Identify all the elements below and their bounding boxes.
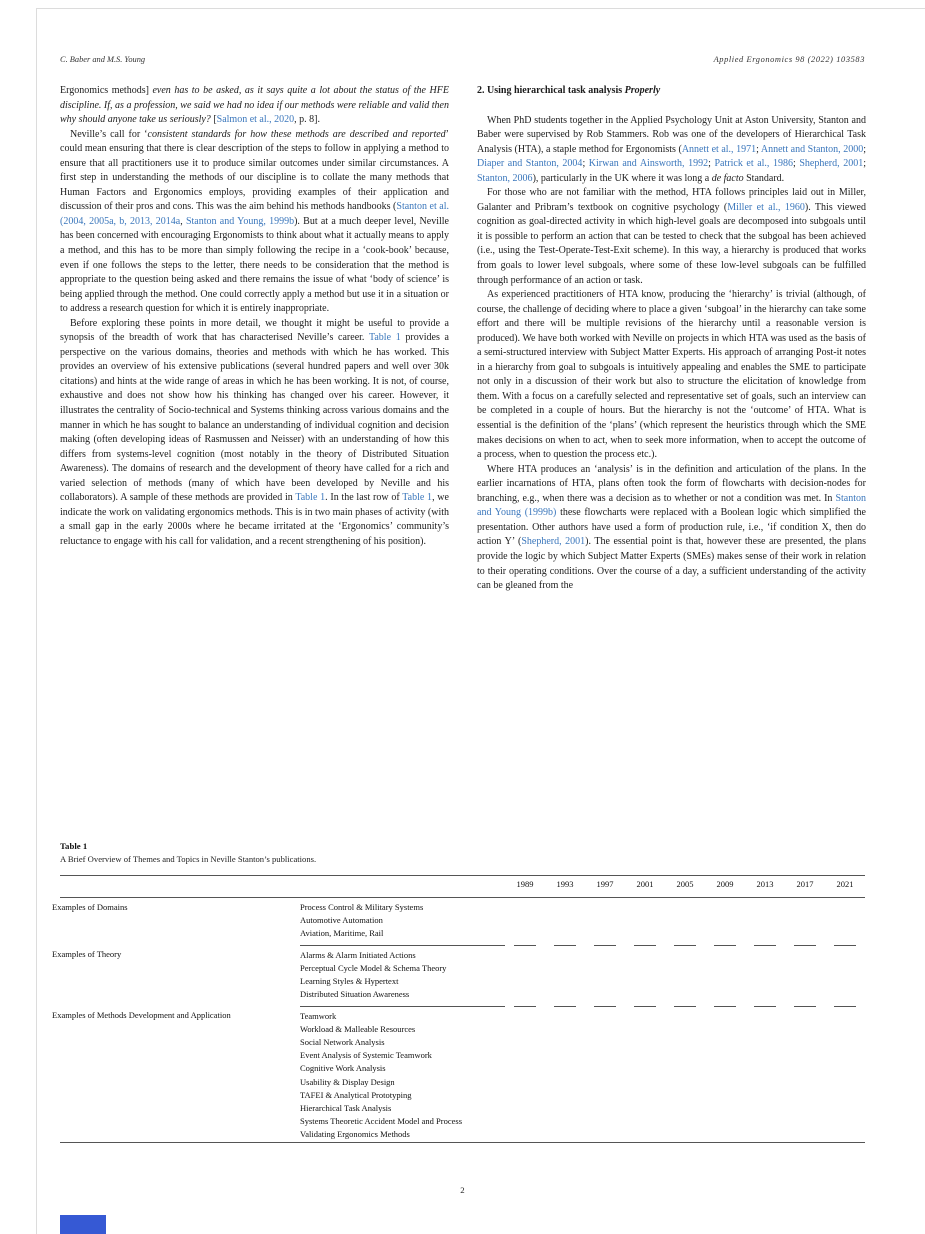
year-cell bbox=[705, 945, 745, 962]
text-segment: As experienced practitioners of HTA know, producing the ‘hierarchy’ is trivial (although, of course, the challenge of deciding where to place a given ‘subgoal’ in the hierarchy can take some effort and there will be multiple revisions of the hierarchy until a reasonable version is produced). We have both worked with Neville on projects in which HTA was used as the basis of a semi-structured interview with Subject Matter Experts. His approach of arranging Post-it notes in a hierarchy from goal to subgoals is intuitively appealing and enables the SME to participate not only in a discussion of their work but also to structure the elicitation of knowledge from them. With a focus on a carefully selected and representative set of goals, such an interview can be completed in a couple of hours. But the hierarchy is not the ‘outcome’ of HTA. What is essential is the definition of the ‘plans’ (which represent the heuristics through which the SME makes decisions on when to act, when to seek more information, when to accept the outcome of a process, when to question the process etc.). bbox=[477, 289, 866, 461]
year-cell bbox=[585, 1089, 625, 1102]
year-cell bbox=[545, 927, 585, 945]
year-cell bbox=[625, 1063, 665, 1076]
citation-link[interactable]: Annett et al., 1971 bbox=[681, 143, 757, 155]
text-segment: ). The essential point is that, however these are presented, the plans provide the logic by which Subject Matter Experts (SMEs) makes sense of their work in relation to their operating conditions. Over the course of a day, a sufficient understanding of the activity can be gleaned from the bbox=[477, 536, 866, 592]
sub-item: Automotive Automation bbox=[300, 914, 383, 925]
sub-item: Workload & Malleable Resources bbox=[300, 1023, 416, 1034]
citation-link[interactable]: Salmon et al., 2020 bbox=[216, 114, 295, 126]
year-cell bbox=[505, 1115, 545, 1128]
sub-item: Cognitive Work Analysis bbox=[300, 1063, 386, 1074]
year-cell bbox=[625, 962, 665, 975]
year-cell bbox=[505, 1089, 545, 1102]
year-cell bbox=[625, 914, 665, 927]
year-cell bbox=[705, 962, 745, 975]
right-column-body bbox=[477, 114, 866, 594]
year-cell bbox=[625, 1049, 665, 1062]
year-cell bbox=[785, 962, 825, 975]
year-cell bbox=[625, 1089, 665, 1102]
year-header: 2017 bbox=[785, 876, 825, 898]
year-cell bbox=[545, 1063, 585, 1076]
sub-item: Teamwork bbox=[300, 1010, 337, 1021]
citation-link[interactable]: Patrick et al., 1986 bbox=[714, 158, 793, 170]
year-cell bbox=[625, 1023, 665, 1036]
year-cell bbox=[705, 1076, 745, 1089]
text-segment: ’ could mean ensuring that there is clear description of the steps to follow in applying a method to ensure that all practitioners use it to produce similar outcomes under similar circumstances. A first step in understanding the methods of our discipline is to collate the many methods that Human Factors and Ergonomics employs, providing examples of their application and discussion of their pros and cons. This was the aim behind his methods handbooks ( bbox=[60, 128, 449, 213]
year-cell bbox=[745, 914, 785, 927]
paragraph bbox=[477, 186, 866, 288]
year-cell bbox=[825, 1036, 865, 1049]
citation-link[interactable]: Shepherd, 2001 bbox=[521, 536, 586, 548]
year-cell bbox=[585, 945, 625, 962]
text-segment: provides a perspective on the various domains, theories and methods with which he has worked. This provides an overview of his extensive publications (several hundred papers and well over 30k citations) and hints at the wide range of areas in which he has been working. It is not, of course, exhaustive and does not show how his thinking has changed over his career. However, it illustrates the centrality of Socio-technical and Systems thinking across various domains and the manner in which he has sought to balance an understanding of individual cognition and decision making (often developing ideas of Rasmussen and Neisser) with an understanding of how this differs from systems-level cognition (most notably in the theory of Distributed Situation Awareness). The domains of research and the development of theory have called for a rich and varied selection of methods (many of which have been developed by Neville and his collaborators). A sample of these methods are provided in bbox=[60, 332, 449, 504]
year-cell bbox=[745, 1089, 785, 1102]
text-segment: ). But at a much deeper level, Neville has been concerned with encouraging Ergonomists to think about what it actually means to apply a method, and this has to be more than simply following the recipe in a ‘cook-book’ because, even if one follows the steps to the letter, there needs to be consideration that the method is appropriate to the question being asked and there remains the issue of what ‘body of science’ is being applied through the method. One could correctly apply a method but use it in a situation or to address a research question for which it is entirely inappropriate. bbox=[60, 215, 449, 315]
year-cell bbox=[745, 962, 785, 975]
paragraph bbox=[60, 84, 449, 128]
year-cell bbox=[505, 1049, 545, 1062]
year-cell bbox=[705, 1063, 745, 1076]
year-cell bbox=[825, 897, 865, 914]
right-column bbox=[477, 84, 866, 594]
citation-link[interactable]: Stanton, 2006 bbox=[477, 172, 533, 184]
year-cell bbox=[705, 1049, 745, 1062]
year-cell bbox=[705, 1115, 745, 1128]
table-body bbox=[52, 897, 865, 1142]
year-cell bbox=[665, 1023, 705, 1036]
year-cell bbox=[505, 1063, 545, 1076]
year-cell bbox=[665, 962, 705, 975]
year-cell bbox=[785, 988, 825, 1006]
year-cell bbox=[505, 1076, 545, 1089]
year-cell bbox=[505, 927, 545, 945]
sub-item: Process Control & Military Systems bbox=[300, 901, 424, 912]
year-cell bbox=[585, 1115, 625, 1128]
year-cell bbox=[785, 1115, 825, 1128]
text-segment: de facto bbox=[711, 172, 744, 184]
year-cell bbox=[665, 914, 705, 927]
year-cell bbox=[825, 927, 865, 945]
citation-link[interactable]: Stanton et al. (2004, 2005a, b, 2013, 2014a bbox=[60, 201, 449, 227]
year-cell bbox=[825, 1102, 865, 1115]
year-cell bbox=[625, 1115, 665, 1128]
year-cell bbox=[625, 945, 665, 962]
left-column bbox=[60, 84, 449, 550]
year-cell bbox=[585, 1129, 625, 1143]
year-cell bbox=[745, 1006, 785, 1023]
text-segment: ), particularly in the UK where it was long a bbox=[532, 172, 712, 184]
year-cell bbox=[585, 1102, 625, 1115]
text-segment: Neville’s call for ‘ bbox=[70, 128, 148, 140]
year-cell bbox=[785, 1049, 825, 1062]
table-1-block bbox=[52, 841, 865, 1143]
year-cell bbox=[745, 1115, 785, 1128]
year-cell bbox=[825, 914, 865, 927]
text-segment: ; bbox=[863, 158, 866, 170]
year-cell bbox=[745, 927, 785, 945]
paragraph bbox=[477, 114, 866, 187]
year-cell bbox=[825, 1049, 865, 1062]
year-header: 1997 bbox=[585, 876, 625, 898]
text-segment: ). This viewed cognition as goal-directed activity in which high-level goals are decomposed into subgoals until it is possible to perform an action that can be tested to check that the subgoal has been achieved (i.e., using the Test-Operate-Test-Exit scheme). In this way, a hierarchy is produced that works from goals to lower level subgoals, where some of these low-level subgoals can be fulfilled through performance of an action or task. bbox=[477, 201, 866, 286]
text-segment: ; bbox=[793, 158, 800, 170]
year-cell bbox=[545, 1102, 585, 1115]
year-cell bbox=[785, 1036, 825, 1049]
year-cell bbox=[745, 945, 785, 962]
citation-link[interactable]: Diaper and Stanton, 2004 bbox=[477, 158, 583, 170]
year-cell bbox=[745, 988, 785, 1006]
year-cell bbox=[825, 945, 865, 962]
year-cell bbox=[585, 897, 625, 914]
year-cell bbox=[665, 988, 705, 1006]
year-cell bbox=[585, 988, 625, 1006]
text-segment: ; bbox=[863, 143, 867, 155]
year-cell bbox=[825, 1006, 865, 1023]
year-cell bbox=[545, 1089, 585, 1102]
year-cell bbox=[785, 1063, 825, 1076]
year-cell bbox=[545, 1076, 585, 1089]
year-cell bbox=[545, 1036, 585, 1049]
paragraph bbox=[477, 288, 866, 463]
running-head-authors: C. Baber and M.S. Young bbox=[60, 55, 146, 64]
year-cell bbox=[545, 914, 585, 927]
text-segment: consistent standards for how these methods are described and reported bbox=[147, 128, 446, 140]
year-cell bbox=[545, 962, 585, 975]
year-cell bbox=[545, 975, 585, 988]
sub-item: Alarms & Alarm Initiated Actions bbox=[300, 949, 416, 960]
text-segment: , p. 8]. bbox=[294, 114, 320, 126]
table-caption: A Brief Overview of Themes and Topics in Neville Stanton’s publications. bbox=[60, 854, 317, 864]
text-segment: these flowcharts were replaced with a Boolean logic which simplified the presentation. Other authors have used a form of production rule, i.e., ‘if condition X, then do action Y’ ( bbox=[477, 507, 866, 548]
year-cell bbox=[785, 1023, 825, 1036]
running-head bbox=[60, 55, 865, 64]
year-cell bbox=[625, 1036, 665, 1049]
year-cell bbox=[745, 1063, 785, 1076]
year-cell bbox=[665, 1049, 705, 1062]
paragraph bbox=[477, 84, 866, 99]
year-header: 2021 bbox=[825, 876, 865, 898]
year-cell bbox=[745, 1049, 785, 1062]
text-segment: Properly bbox=[624, 85, 661, 96]
year-cell bbox=[745, 975, 785, 988]
group-label: Examples of Theory bbox=[52, 949, 122, 960]
year-header: 2005 bbox=[665, 876, 705, 898]
year-cell bbox=[505, 1006, 545, 1023]
year-cell bbox=[625, 975, 665, 988]
citation-link[interactable]: Table 1 bbox=[368, 332, 401, 344]
year-cell bbox=[745, 1102, 785, 1115]
year-cell bbox=[745, 1076, 785, 1089]
year-cell bbox=[585, 1076, 625, 1089]
citation-link[interactable]: Miller et al., 1960 bbox=[727, 201, 805, 213]
running-head-journal: Applied Ergonomics 98 (2022) 103583 bbox=[713, 55, 865, 64]
year-cell bbox=[545, 1129, 585, 1143]
year-cell bbox=[505, 1023, 545, 1036]
year-cell bbox=[825, 975, 865, 988]
year-cell bbox=[665, 1063, 705, 1076]
year-cell bbox=[825, 1115, 865, 1128]
year-cell bbox=[785, 945, 825, 962]
year-cell bbox=[785, 1089, 825, 1102]
year-cell bbox=[585, 1049, 625, 1062]
sub-item: Usability & Display Design bbox=[300, 1076, 395, 1087]
sub-item: Distributed Situation Awareness bbox=[300, 988, 505, 1006]
paragraph bbox=[60, 128, 449, 317]
table-label: Table 1 bbox=[60, 841, 88, 851]
year-cell bbox=[665, 1036, 705, 1049]
sub-item: TAFEI & Analytical Prototyping bbox=[300, 1089, 412, 1100]
year-cell bbox=[505, 1036, 545, 1049]
year-cell bbox=[745, 1036, 785, 1049]
year-cell bbox=[825, 1129, 865, 1143]
footer-accent-mark bbox=[60, 1215, 106, 1234]
year-cell bbox=[625, 1076, 665, 1089]
text-segment: even has to be asked, as it says quite a lot about the status of the HFE discipline. If, as a profession, we said we had no idea if our methods were reliable and valid then why should anyone take us seriously? bbox=[60, 85, 449, 126]
year-cell bbox=[585, 927, 625, 945]
year-cell bbox=[825, 1089, 865, 1102]
year-cell bbox=[665, 897, 705, 914]
year-cell bbox=[505, 962, 545, 975]
table-row bbox=[60, 897, 865, 914]
year-cell bbox=[545, 945, 585, 962]
year-cell bbox=[705, 1006, 745, 1023]
text-segment: ; bbox=[756, 143, 761, 155]
year-cell bbox=[505, 1102, 545, 1115]
year-cell bbox=[785, 914, 825, 927]
sub-item: Validating Ergonomics Methods bbox=[300, 1129, 410, 1140]
year-cell bbox=[505, 897, 545, 914]
year-cell bbox=[705, 988, 745, 1006]
citation-link[interactable]: Annett and Stanton, 2000 bbox=[760, 143, 864, 155]
year-cell bbox=[705, 1129, 745, 1143]
year-cell bbox=[505, 945, 545, 962]
year-cell bbox=[585, 975, 625, 988]
text-segment: ; bbox=[708, 158, 715, 170]
year-header-row bbox=[60, 876, 865, 898]
text-segment: ; bbox=[582, 158, 589, 170]
year-cell bbox=[785, 897, 825, 914]
text-segment: , we indicate the work on validating ergonomics methods. This is in two main phases of activity (with a small gap in the early 2000s where he became irritated at the ‘Ergonomics’ community’s reluctance to engage with his call for validation, and a recent strengthening of his position). bbox=[60, 492, 449, 547]
year-cell bbox=[665, 1089, 705, 1102]
sub-item: Learning Styles & Hypertext bbox=[300, 975, 399, 986]
year-cell bbox=[825, 1063, 865, 1076]
year-cell bbox=[785, 1006, 825, 1023]
year-cell bbox=[545, 1006, 585, 1023]
citation-link[interactable]: Stanton and Young (1999b) bbox=[477, 492, 866, 519]
year-cell bbox=[665, 1115, 705, 1128]
year-cell bbox=[505, 1129, 545, 1143]
year-cell bbox=[625, 897, 665, 914]
year-cell bbox=[665, 927, 705, 945]
year-cell bbox=[585, 962, 625, 975]
page-edge-left bbox=[36, 8, 37, 1234]
year-header: 1993 bbox=[545, 876, 585, 898]
year-header: 1989 bbox=[505, 876, 545, 898]
year-cell bbox=[705, 927, 745, 945]
year-cell bbox=[705, 1089, 745, 1102]
page-edge-top bbox=[36, 8, 925, 9]
themes-table bbox=[52, 875, 865, 1143]
paragraph bbox=[477, 463, 866, 594]
group-label: Examples of Domains bbox=[52, 901, 128, 912]
text-segment: Where HTA produces an ‘analysis’ is in the definition and articulation of the plans. In the earlier incarnations of HTA, plans often took the form of flowcharts with decision-nodes for branching, e.g., when there was a decision as to whether or not a condition was met. In bbox=[477, 463, 866, 504]
year-header: 2001 bbox=[625, 876, 665, 898]
year-cell bbox=[785, 1076, 825, 1089]
year-cell bbox=[545, 1023, 585, 1036]
sub-item: Systems Theoretic Accident Model and Process bbox=[300, 1116, 463, 1127]
year-cell bbox=[585, 1023, 625, 1036]
year-cell bbox=[705, 1102, 745, 1115]
year-cell bbox=[505, 988, 545, 1006]
year-cell bbox=[825, 988, 865, 1006]
text-segment: 2. Using hierarchical task analysis bbox=[477, 85, 625, 96]
year-cell bbox=[825, 1076, 865, 1089]
year-cell bbox=[545, 897, 585, 914]
year-cell bbox=[665, 1076, 705, 1089]
year-cell bbox=[545, 1115, 585, 1128]
table-row bbox=[60, 945, 865, 962]
table-row bbox=[60, 1006, 865, 1023]
year-cell bbox=[585, 1063, 625, 1076]
year-cell bbox=[585, 1006, 625, 1023]
paragraph bbox=[60, 317, 449, 550]
text-segment: Before exploring these points in more detail, we thought it might be useful to provide a synopsis of the breadth of work that has characterised Neville’s career. bbox=[60, 317, 449, 344]
year-header: 2009 bbox=[705, 876, 745, 898]
year-cell bbox=[705, 897, 745, 914]
year-cell bbox=[825, 1023, 865, 1036]
year-cell bbox=[585, 1036, 625, 1049]
year-cell bbox=[625, 927, 665, 945]
text-segment: Standard. bbox=[743, 172, 785, 184]
text-segment: . In the last row of bbox=[325, 492, 403, 504]
year-cell bbox=[505, 914, 545, 927]
sub-item: Social Network Analysis bbox=[300, 1037, 385, 1048]
year-cell bbox=[665, 1006, 705, 1023]
sub-item: Perceptual Cycle Model & Schema Theory bbox=[300, 962, 447, 973]
year-cell bbox=[705, 1023, 745, 1036]
year-cell bbox=[705, 1036, 745, 1049]
sub-item: Event Analysis of Systemic Teamwork bbox=[300, 1050, 432, 1061]
year-cell bbox=[705, 914, 745, 927]
year-cell bbox=[665, 1129, 705, 1143]
citation-link[interactable]: Kirwan and Ainsworth, 1992 bbox=[588, 158, 709, 170]
year-cell bbox=[545, 1049, 585, 1062]
year-header: 2013 bbox=[745, 876, 785, 898]
sub-item: Aviation, Maritime, Rail bbox=[300, 927, 505, 945]
text-segment: , bbox=[180, 215, 186, 227]
year-cell bbox=[745, 1023, 785, 1036]
text-segment: Ergonomics methods] bbox=[60, 85, 153, 96]
citation-link[interactable]: Table 1 bbox=[402, 492, 433, 504]
page-number: 2 bbox=[460, 1185, 465, 1195]
year-cell bbox=[785, 1102, 825, 1115]
citation-link[interactable]: Table 1 bbox=[295, 492, 326, 504]
year-cell bbox=[665, 1102, 705, 1115]
year-cell bbox=[625, 1006, 665, 1023]
year-cell bbox=[785, 1129, 825, 1143]
year-cell bbox=[705, 975, 745, 988]
sub-item: Hierarchical Task Analysis bbox=[300, 1103, 392, 1114]
year-cell bbox=[665, 975, 705, 988]
citation-link[interactable]: Stanton and Young, 1999b bbox=[185, 215, 295, 227]
year-cell bbox=[825, 962, 865, 975]
year-cell bbox=[625, 1129, 665, 1143]
text-segment: When PhD students together in the Applied Psychology Unit at Aston University, Stanton and Baber were supervised by Rob Stammers. Rob was one of the developers of Hierarchical Task Analysis (HTA), a staple method for Ergonomists ( bbox=[477, 114, 866, 155]
year-cell bbox=[785, 927, 825, 945]
citation-link[interactable]: Shepherd, 2001 bbox=[799, 158, 864, 170]
year-cell bbox=[665, 945, 705, 962]
group-label: Examples of Methods Development and Application bbox=[52, 1010, 231, 1021]
year-cell bbox=[625, 988, 665, 1006]
section-heading bbox=[477, 84, 866, 99]
year-cell bbox=[745, 1129, 785, 1143]
text-segment: For those who are not familiar with the method, HTA follows principles laid out in Miller, Galanter and Pribram’s textbook on cognitive psychology ( bbox=[477, 187, 866, 213]
year-cell bbox=[505, 975, 545, 988]
year-cell bbox=[785, 975, 825, 988]
year-cell bbox=[625, 1102, 665, 1115]
year-cell bbox=[545, 988, 585, 1006]
year-cell bbox=[585, 914, 625, 927]
text-segment: [ bbox=[213, 114, 217, 126]
year-cell bbox=[745, 897, 785, 914]
